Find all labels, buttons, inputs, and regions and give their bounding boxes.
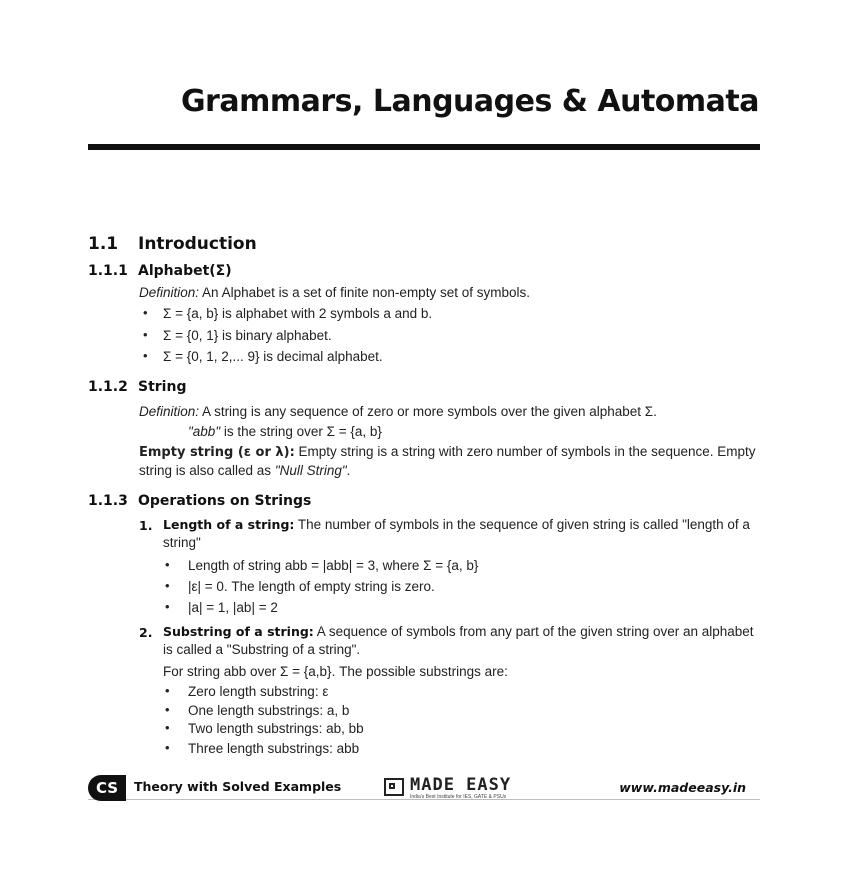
item-number: 1. [139,518,153,533]
bullet-icon: • [165,578,170,593]
alphabet-definition [139,284,530,302]
chapter-title: Grammars, Languages & Automata [180,84,759,119]
bullet-icon: • [165,702,170,717]
length-of-string-paragraph [163,516,761,552]
section-heading-string [88,379,186,395]
bullet-icon: • [143,348,148,363]
logo-mark-icon [384,778,404,796]
bullet-icon: • [143,327,148,342]
item-number: 2. [139,625,153,640]
empty-string-text: Empty string is a string with zero number of symbols in the sequence. Empty string is also called as [139,444,756,478]
empty-string-end: . [346,463,351,478]
item-text: A sequence of symbols from any part of the given string over an alphabet is called a "Substring of a string". [163,624,754,657]
null-string-term: "Null String" [274,463,347,478]
list-item: Length of string abb = |abb| = 3, where Σ = {a, b} [188,558,479,573]
section-heading-operations [88,493,311,509]
list-item: |a| = 1, |ab| = 2 [188,600,278,615]
string-definition [139,403,657,421]
item-text: The number of symbols in the sequence of given string is called "length of a string" [163,517,750,550]
item-label: Length of a string: [163,517,295,532]
definition-text: A string is any sequence of zero or more symbols over the given alphabet Σ. [199,404,657,419]
string-example [188,423,382,441]
example-text: is the string over Σ = {a, b} [220,424,382,439]
title-rule [88,144,760,150]
bullet-icon: • [165,740,170,755]
bullet-icon: • [143,305,148,320]
section-heading-introduction [88,234,257,254]
section-title: Introduction [138,234,257,254]
definition-text: An Alphabet is a set of finite non-empty set of symbols. [199,285,530,300]
empty-string-label: Empty string (ε or λ): [139,445,295,460]
list-item: One length substrings: a, b [188,703,350,718]
bullet-icon: • [165,720,170,735]
cs-badge: CS [88,775,126,801]
list-item: Two length substrings: ab, bb [188,721,364,736]
list-item: Zero length substring: ε [188,684,329,699]
website-url: www.madeeasy.in [619,780,746,795]
logo-tagline: India's Best Institute for IES, GATE & PSUs [410,794,507,800]
section-number: 1.1.2 [88,379,128,395]
list-item: |ε| = 0. The length of empty string is zero. [188,579,435,594]
bullet-icon: • [165,557,170,572]
list-item: Three length substrings: abb [188,741,360,756]
list-item: Σ = {0, 1, 2,... 9} is decimal alphabet. [163,349,383,364]
logo-wordmark: MADE EASY [410,775,512,795]
section-heading-alphabet [88,263,232,279]
substring-intro: For string abb over Σ = {a,b}. The possible substrings are: [163,664,508,679]
example-string: "abb" [188,424,221,439]
bullet-icon: • [165,599,170,614]
definition-label: Definition: [139,404,200,419]
list-item: Σ = {a, b} is alphabet with 2 symbols a and b. [163,306,433,321]
item-label: Substring of a string: [163,624,314,639]
list-item: Σ = {0, 1} is binary alphabet. [163,328,332,343]
book-title: Theory with Solved Examples [134,779,342,794]
section-title: Operations on Strings [138,493,312,509]
section-number: 1.1.1 [88,263,128,279]
section-number: 1.1.3 [88,493,128,509]
section-title: String [138,379,187,395]
made-easy-logo [384,775,534,801]
substring-paragraph [163,623,761,659]
section-number: 1.1 [88,234,119,254]
empty-string-paragraph [139,443,761,480]
definition-label: Definition: [139,285,200,300]
section-title: Alphabet(Σ) [138,263,232,279]
bullet-icon: • [165,683,170,698]
page-footer [88,775,760,801]
